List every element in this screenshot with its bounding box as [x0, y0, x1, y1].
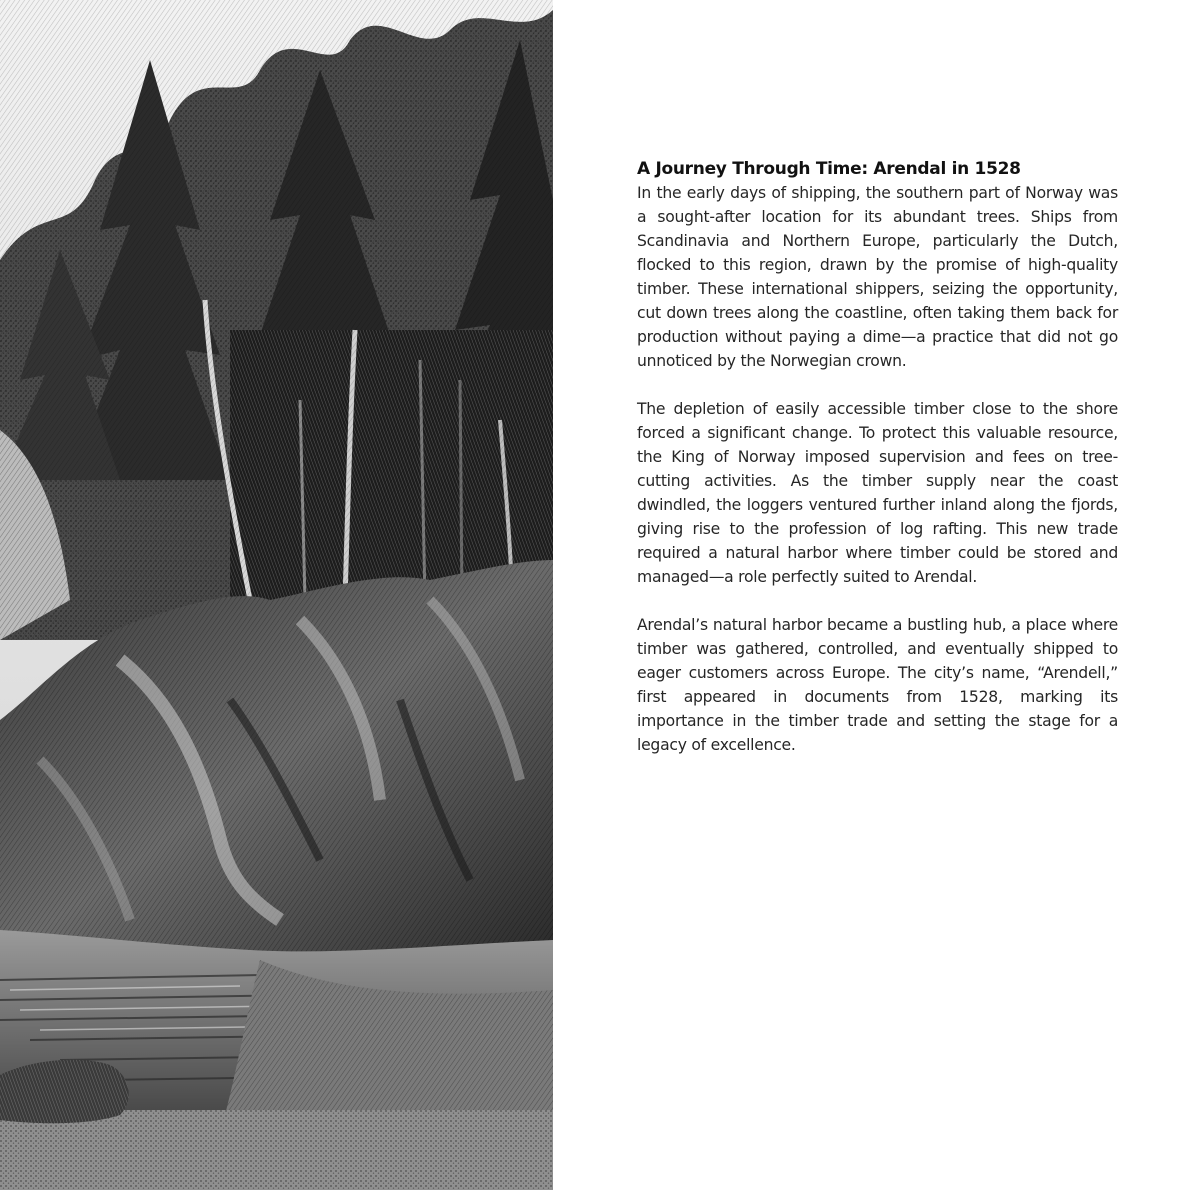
article-paragraph: The depletion of easily accessible timber close to the shore forced a significant change. To protect this valuable resource, the King of Norway imposed supervision and fees on tree-cutting activities. As the timber supply near the coast dwindled, the loggers ventured further inland along the fjords, giving rise to the profession of log rafting. This new trade required a natural harbor where timber could be stored and managed—a role perfectly suited to Arendal.	[637, 400, 1118, 586]
article-title: A Journey Through Time: Arendal in 1528	[637, 159, 1021, 179]
article	[637, 157, 1118, 781]
article-paragraph: Arendal’s natural harbor became a bustling hub, a place where timber was gathered, controlled, and eventually shipped to eager customers across Europe. The city’s name, “Arendell,” first appeared in documents from 1528, marking its importance in the timber trade and setting the stage for a legacy of excellence.	[637, 616, 1118, 754]
article-paragraph: In the early days of shipping, the southern part of Norway was a sought-after location for its abundant trees. Ships from Scandinavia and Northern Europe, particularly the Dutch, flocked to this region, drawn by the promise of high-quality timber. These international shippers, seizing the opportunity, cut down trees along the coastline, often taking them back for production without paying a dime—a practice that did not go unnoticed by the Norwegian crown.	[637, 184, 1118, 370]
forest-illustration	[0, 0, 553, 1190]
forest-engraving-image	[0, 0, 553, 1190]
